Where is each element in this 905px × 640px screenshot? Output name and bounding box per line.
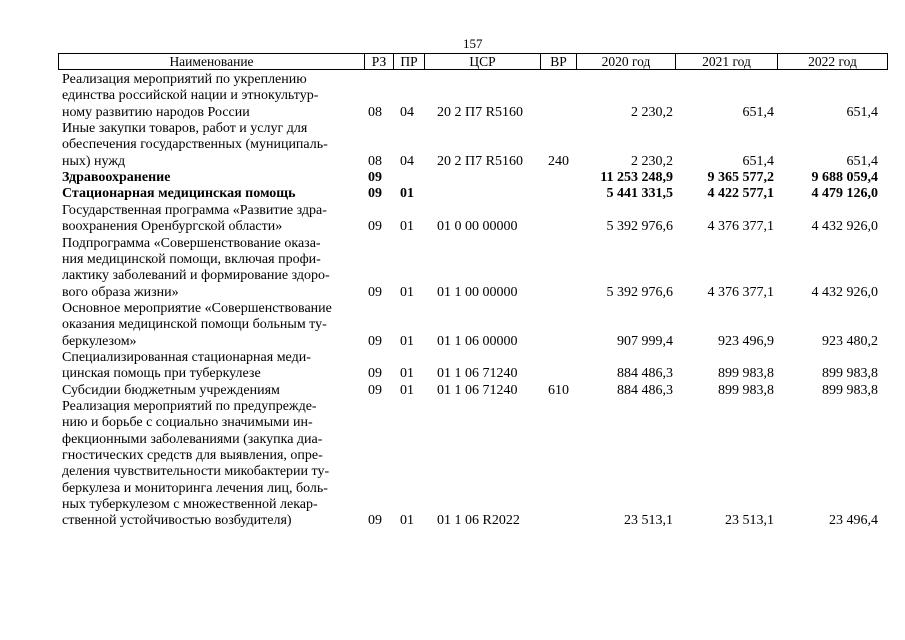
row-rz: 09 [368,284,382,300]
row-csr: 01 1 06 00000 [437,333,518,349]
row-y2020: 11 253 248,9 [600,170,673,186]
row-vr: 610 [548,382,569,398]
row-y2022: 651,4 [846,153,878,169]
row-y2021: 4 376 377,1 [707,284,774,300]
row-name-line: деления чувствительности микобактерии ту- [62,464,330,480]
row-rz: 09 [368,382,382,398]
row-name-line: нию и борьбе с социально значимыми ин- [62,415,313,431]
row-y2020: 2 230,2 [631,153,673,169]
row-name-line: воохранения Оренбургской области» [62,219,283,235]
row-name-line: Иные закупки товаров, работ и услуг для [62,121,308,137]
header-2022: 2022 год [777,53,888,70]
row-pr: 01 [400,513,414,529]
row-y2020: 5 441 331,5 [606,186,673,202]
header-name: Наименование [58,53,365,70]
header-csr: ЦСР [424,53,541,70]
row-name-line: Специализированная стационарная меди- [62,349,311,365]
row-pr: 01 [400,284,414,300]
row-name-line: Субсидии бюджетным учреждениям [62,382,280,398]
row-y2022: 9 688 059,4 [811,170,878,186]
header-2020: 2020 год [576,53,676,70]
row-y2021: 899 983,8 [718,366,774,382]
row-name-line: Реализация мероприятий по предупрежде- [62,399,317,414]
header-vr: ВР [540,53,577,70]
row-pr: 04 [400,153,414,169]
row-pr: 01 [400,366,414,382]
row-rz: 09 [368,186,382,202]
row-name-line: обеспечения государственных (муниципаль- [62,137,328,153]
page-number: 157 [463,36,483,51]
row-y2022: 23 496,4 [829,513,878,529]
row-pr: 04 [400,104,414,120]
row-y2021: 651,4 [742,153,774,169]
row-csr: 01 0 00 00000 [437,219,518,235]
row-csr: 01 1 00 00000 [437,284,518,300]
row-y2021: 923 496,9 [718,333,774,349]
row-rz: 08 [368,153,382,169]
row-csr: 20 2 П7 R5160 [437,153,523,169]
row-csr: 01 1 06 R2022 [437,513,520,529]
row-name-line: ному развитию народов России [62,104,250,120]
row-csr: 20 2 П7 R5160 [437,104,523,120]
row-rz: 09 [368,513,382,529]
row-y2020: 5 392 976,6 [606,219,673,235]
row-y2020: 907 999,4 [617,333,673,349]
row-name-line: лактику заболеваний и формирование здоро- [62,268,330,284]
row-rz: 09 [368,333,382,349]
row-y2021: 23 513,1 [725,513,774,529]
row-name-line: цинская помощь при туберкулезе [62,366,261,382]
row-pr: 01 [400,186,414,202]
row-y2020: 884 486,3 [617,366,673,382]
row-y2021: 651,4 [742,104,774,120]
row-name-line: Реализация мероприятий по укреплению [62,72,307,87]
row-y2020: 884 486,3 [617,382,673,398]
row-y2021: 9 365 577,2 [707,170,774,186]
header-2021: 2021 год [675,53,778,70]
row-vr: 240 [548,153,569,169]
row-rz: 08 [368,104,382,120]
row-y2022: 899 983,8 [822,366,878,382]
row-rz: 09 [368,219,382,235]
row-name-line: ных туберкулезом с множественной лекар- [62,497,318,513]
row-name-line: ния медицинской помощи, включая профи- [62,251,321,267]
row-pr: 01 [400,382,414,398]
row-name-line: Государственная программа «Развитие здра- [62,202,327,218]
row-y2022: 4 432 926,0 [811,284,878,300]
header-rz: РЗ [364,53,394,70]
row-name-line: единства российской нации и этнокультур- [62,88,319,104]
row-y2022: 923 480,2 [822,333,878,349]
row-name-line: беркулезом» [62,333,137,349]
row-y2022: 899 983,8 [822,382,878,398]
row-name-line: фекционными заболеваниями (закупка диа- [62,431,323,447]
row-y2020: 23 513,1 [624,513,673,529]
row-y2020: 5 392 976,6 [606,284,673,300]
row-name-line: гностических средств для выявления, опре- [62,448,323,464]
row-y2020: 2 230,2 [631,104,673,120]
row-y2021: 899 983,8 [718,382,774,398]
row-name-line: Здравоохранение [62,170,171,186]
row-y2022: 651,4 [846,104,878,120]
row-y2022: 4 432 926,0 [811,219,878,235]
row-pr: 01 [400,333,414,349]
row-y2021: 4 376 377,1 [707,219,774,235]
row-rz: 09 [368,170,382,186]
row-y2022: 4 479 126,0 [811,186,878,202]
row-name-line: ственной устойчивостью возбудителя) [62,513,292,529]
row-name-line: Подпрограмма «Совершенствование оказа- [62,235,321,251]
row-name-line: Основное мероприятие «Совершенствование [62,300,332,316]
row-rz: 09 [368,366,382,382]
row-name-line: вого образа жизни» [62,284,179,300]
row-name-line: ных) нужд [62,153,126,169]
row-csr: 01 1 06 71240 [437,366,518,382]
row-y2021: 4 422 577,1 [707,186,774,202]
row-name-line: оказания медицинской помощи больным ту- [62,317,327,333]
row-pr: 01 [400,219,414,235]
row-name-line: Стационарная медицинская помощь [62,186,296,202]
row-csr: 01 1 06 71240 [437,382,518,398]
row-name-line: беркулеза и мониторинга лечения лиц, боль- [62,480,328,496]
header-pr: ПР [393,53,425,70]
